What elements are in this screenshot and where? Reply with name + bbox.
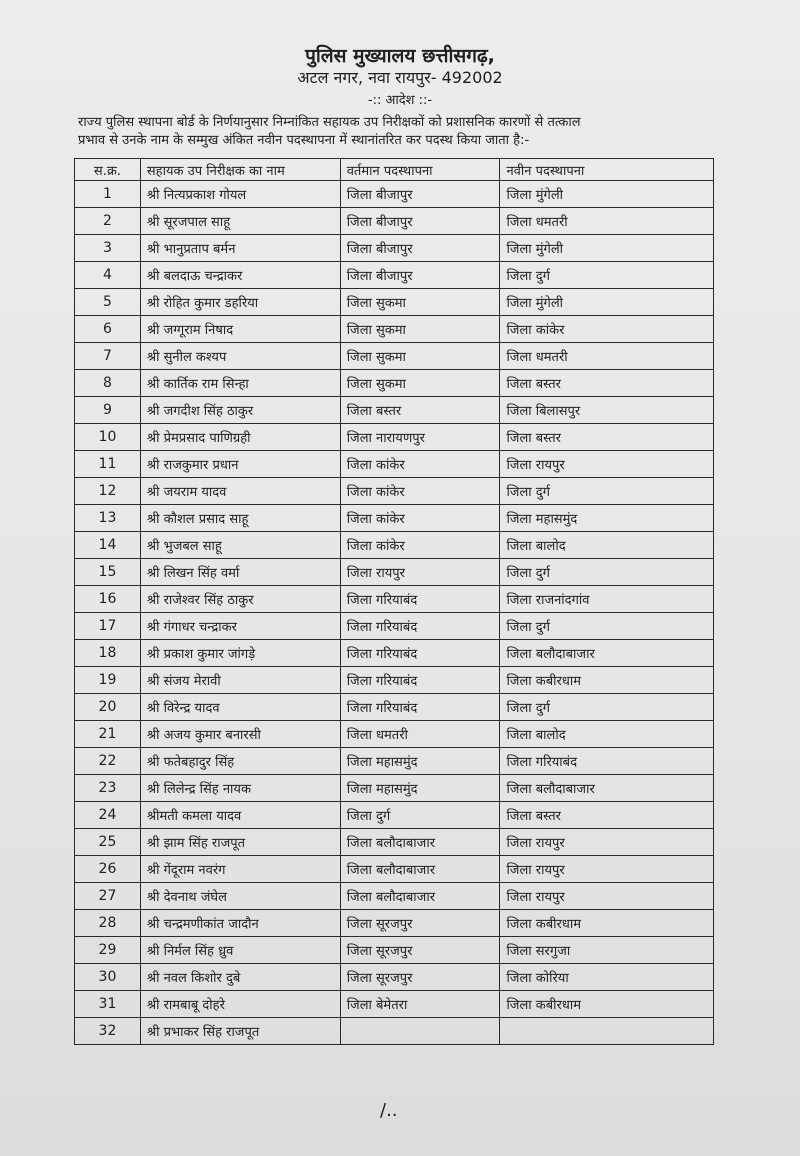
serial-cell: 20 — [75, 694, 141, 721]
officer-name-cell: श्री नवल किशोर दुबे — [140, 964, 340, 991]
serial-cell: 9 — [75, 397, 141, 424]
header-new-posting: नवीन पदस्थापना — [500, 159, 714, 181]
current-posting-cell: जिला सुकमा — [340, 343, 500, 370]
table-row — [75, 586, 714, 613]
serial-cell: 32 — [75, 1018, 141, 1045]
serial-cell: 13 — [75, 505, 141, 532]
officer-name-cell: श्री प्रभाकर सिंह राजपूत — [140, 1018, 340, 1045]
current-posting-cell: जिला सुकमा — [340, 289, 500, 316]
officer-name-cell: श्री प्रेमप्रसाद पाणिग्रही — [140, 424, 340, 451]
officer-name-cell: श्री देवनाथ जंघेल — [140, 883, 340, 910]
table-row — [75, 235, 714, 262]
table-row — [75, 775, 714, 802]
table-row — [75, 559, 714, 586]
new-posting-cell: जिला धमतरी — [500, 343, 714, 370]
serial-cell: 31 — [75, 991, 141, 1018]
table-row — [75, 856, 714, 883]
table-row — [75, 478, 714, 505]
table-row — [75, 829, 714, 856]
current-posting-cell: जिला दुर्ग — [340, 802, 500, 829]
serial-cell: 4 — [75, 262, 141, 289]
serial-cell: 7 — [75, 343, 141, 370]
order-heading: -:: आदेश ::- — [367, 93, 433, 108]
table-row — [75, 343, 714, 370]
intro-line: प्रभाव से उनके नाम के सम्मुख अंकित नवीन पदस्थापना में स्थानांतरित कर पदस्थ किया जाता है:- — [78, 133, 530, 148]
table-header-row — [75, 159, 714, 181]
current-posting-cell: जिला धमतरी — [340, 721, 500, 748]
order-intro — [78, 114, 778, 150]
table-row — [75, 991, 714, 1018]
table-row — [75, 640, 714, 667]
serial-cell: 5 — [75, 289, 141, 316]
new-posting-cell: जिला दुर्ग — [500, 478, 714, 505]
current-posting-cell: जिला नारायणपुर — [340, 424, 500, 451]
officer-name-cell: श्री जयराम यादव — [140, 478, 340, 505]
officer-name-cell: श्री बलदाऊ चन्द्राकर — [140, 262, 340, 289]
current-posting-cell: जिला सुकमा — [340, 370, 500, 397]
new-posting-cell: जिला मुंगेली — [500, 235, 714, 262]
new-posting-cell: जिला बिलासपुर — [500, 397, 714, 424]
serial-cell: 11 — [75, 451, 141, 478]
transfer-table — [74, 158, 714, 1045]
officer-name-cell: श्री निर्मल सिंह ध्रुव — [140, 937, 340, 964]
current-posting-cell: जिला सूरजपुर — [340, 910, 500, 937]
new-posting-cell: जिला धमतरी — [500, 208, 714, 235]
serial-cell: 24 — [75, 802, 141, 829]
serial-cell: 26 — [75, 856, 141, 883]
current-posting-cell: जिला कांकेर — [340, 505, 500, 532]
office-title: पुलिस मुख्यालय छत्तीसगढ़, — [305, 45, 495, 67]
new-posting-cell: जिला रायपुर — [500, 856, 714, 883]
serial-cell: 12 — [75, 478, 141, 505]
officer-name-cell: श्री भुजबल साहू — [140, 532, 340, 559]
new-posting-cell: जिला दुर्ग — [500, 694, 714, 721]
current-posting-cell: जिला बीजापुर — [340, 235, 500, 262]
serial-cell: 15 — [75, 559, 141, 586]
officer-name-cell: श्री गेंदूराम नवरंग — [140, 856, 340, 883]
officer-name-cell: श्री सूरजपाल साहू — [140, 208, 340, 235]
new-posting-cell: जिला बस्तर — [500, 370, 714, 397]
header-name: सहायक उप निरीक्षक का नाम — [140, 159, 340, 181]
officer-name-cell: श्री लिलेन्द्र सिंह नायक — [140, 775, 340, 802]
new-posting-cell: जिला कबीरधाम — [500, 910, 714, 937]
new-posting-cell: जिला बस्तर — [500, 802, 714, 829]
officer-name-cell: श्री भानुप्रताप बर्मन — [140, 235, 340, 262]
table-row — [75, 910, 714, 937]
officer-name-cell: श्री राजकुमार प्रधान — [140, 451, 340, 478]
current-posting-cell: जिला बलौदाबाजार — [340, 883, 500, 910]
table-row — [75, 613, 714, 640]
serial-cell: 25 — [75, 829, 141, 856]
serial-cell: 16 — [75, 586, 141, 613]
table-row — [75, 748, 714, 775]
new-posting-cell: जिला बालोद — [500, 532, 714, 559]
table-row — [75, 424, 714, 451]
new-posting-cell: जिला दुर्ग — [500, 262, 714, 289]
officer-name-cell: श्रीमती कमला यादव — [140, 802, 340, 829]
current-posting-cell: जिला बीजापुर — [340, 262, 500, 289]
officer-name-cell: श्री सुनील कश्यप — [140, 343, 340, 370]
current-posting-cell: जिला महासमुंद — [340, 748, 500, 775]
new-posting-cell: जिला रायपुर — [500, 829, 714, 856]
new-posting-cell: जिला महासमुंद — [500, 505, 714, 532]
current-posting-cell: जिला बलौदाबाजार — [340, 829, 500, 856]
new-posting-cell: जिला बालोद — [500, 721, 714, 748]
current-posting-cell: जिला गरियाबंद — [340, 694, 500, 721]
new-posting-cell: जिला गरियाबंद — [500, 748, 714, 775]
table-row — [75, 937, 714, 964]
header-current-posting: वर्तमान पदस्थापना — [340, 159, 500, 181]
serial-cell: 2 — [75, 208, 141, 235]
table-row — [75, 883, 714, 910]
current-posting-cell: जिला गरियाबंद — [340, 613, 500, 640]
new-posting-cell: जिला दुर्ग — [500, 559, 714, 586]
table-row — [75, 721, 714, 748]
table-row — [75, 181, 714, 208]
current-posting-cell: जिला सूरजपुर — [340, 937, 500, 964]
new-posting-cell: जिला रायपुर — [500, 451, 714, 478]
office-address: अटल नगर, नवा रायपुर- 492002 — [297, 68, 503, 87]
officer-name-cell: श्री विरेन्द्र यादव — [140, 694, 340, 721]
officer-name-cell: श्री जगदीश सिंह ठाकुर — [140, 397, 340, 424]
new-posting-cell: जिला कोरिया — [500, 964, 714, 991]
new-posting-cell: जिला बलौदाबाजार — [500, 775, 714, 802]
current-posting-cell: जिला बीजापुर — [340, 181, 500, 208]
serial-cell: 6 — [75, 316, 141, 343]
officer-name-cell: श्री संजय मेरावी — [140, 667, 340, 694]
serial-cell: 8 — [75, 370, 141, 397]
serial-cell: 1 — [75, 181, 141, 208]
serial-cell: 17 — [75, 613, 141, 640]
current-posting-cell: जिला गरियाबंद — [340, 667, 500, 694]
table-row — [75, 667, 714, 694]
officer-name-cell: श्री नित्यप्रकाश गोयल — [140, 181, 340, 208]
officer-name-cell: श्री रामबाबू दोहरे — [140, 991, 340, 1018]
table-row — [75, 208, 714, 235]
table-row — [75, 694, 714, 721]
new-posting-cell — [500, 1018, 714, 1045]
table-row — [75, 397, 714, 424]
current-posting-cell: जिला कांकेर — [340, 532, 500, 559]
table-row — [75, 289, 714, 316]
table-row — [75, 262, 714, 289]
serial-cell: 29 — [75, 937, 141, 964]
serial-cell: 22 — [75, 748, 141, 775]
table-row — [75, 316, 714, 343]
current-posting-cell: जिला गरियाबंद — [340, 640, 500, 667]
current-posting-cell: जिला सूरजपुर — [340, 964, 500, 991]
officer-name-cell: श्री फतेबहादुर सिंह — [140, 748, 340, 775]
table-row — [75, 532, 714, 559]
current-posting-cell — [340, 1018, 500, 1045]
officer-name-cell: श्री कार्तिक राम सिन्हा — [140, 370, 340, 397]
new-posting-cell: जिला कबीरधाम — [500, 667, 714, 694]
current-posting-cell: जिला कांकेर — [340, 451, 500, 478]
new-posting-cell: जिला बलौदाबाजार — [500, 640, 714, 667]
serial-cell: 27 — [75, 883, 141, 910]
new-posting-cell: जिला दुर्ग — [500, 613, 714, 640]
officer-name-cell: श्री चन्द्रमणीकांत जादौन — [140, 910, 340, 937]
serial-cell: 3 — [75, 235, 141, 262]
page-continuation-mark: /.. — [380, 1100, 398, 1121]
table-row — [75, 802, 714, 829]
officer-name-cell: श्री रोहित कुमार डहरिया — [140, 289, 340, 316]
current-posting-cell: जिला बलौदाबाजार — [340, 856, 500, 883]
current-posting-cell: जिला बस्तर — [340, 397, 500, 424]
current-posting-cell: जिला गरियाबंद — [340, 586, 500, 613]
current-posting-cell: जिला महासमुंद — [340, 775, 500, 802]
table-row — [75, 370, 714, 397]
new-posting-cell: जिला सरगुजा — [500, 937, 714, 964]
new-posting-cell: जिला मुंगेली — [500, 289, 714, 316]
officer-name-cell: श्री राजेश्वर सिंह ठाकुर — [140, 586, 340, 613]
new-posting-cell: जिला रायपुर — [500, 883, 714, 910]
new-posting-cell: जिला कांकेर — [500, 316, 714, 343]
officer-name-cell: श्री गंगाधर चन्द्राकर — [140, 613, 340, 640]
new-posting-cell: जिला मुंगेली — [500, 181, 714, 208]
officer-name-cell: श्री अजय कुमार बनारसी — [140, 721, 340, 748]
new-posting-cell: जिला कबीरधाम — [500, 991, 714, 1018]
intro-line: राज्य पुलिस स्थापना बोर्ड के निर्णयानुसार निम्नांकित सहायक उप निरीक्षकों को प्रशासनिक कारणों से तत्काल — [78, 115, 581, 130]
serial-cell: 30 — [75, 964, 141, 991]
current-posting-cell: जिला बेमेतरा — [340, 991, 500, 1018]
serial-cell: 18 — [75, 640, 141, 667]
table-row — [75, 1018, 714, 1045]
current-posting-cell: जिला सुकमा — [340, 316, 500, 343]
table-row — [75, 451, 714, 478]
table-row — [75, 964, 714, 991]
officer-name-cell: श्री लिखन सिंह वर्मा — [140, 559, 340, 586]
serial-cell: 28 — [75, 910, 141, 937]
header-serial: स.क्र. — [75, 159, 141, 181]
current-posting-cell: जिला रायपुर — [340, 559, 500, 586]
current-posting-cell: जिला बीजापुर — [340, 208, 500, 235]
new-posting-cell: जिला राजनांदगांव — [500, 586, 714, 613]
serial-cell: 23 — [75, 775, 141, 802]
new-posting-cell: जिला बस्तर — [500, 424, 714, 451]
officer-name-cell: श्री झाम सिंह राजपूत — [140, 829, 340, 856]
officer-name-cell: श्री प्रकाश कुमार जांगड़े — [140, 640, 340, 667]
current-posting-cell: जिला कांकेर — [340, 478, 500, 505]
officer-name-cell: श्री जग्गूराम निषाद — [140, 316, 340, 343]
serial-cell: 14 — [75, 532, 141, 559]
table-row — [75, 505, 714, 532]
serial-cell: 21 — [75, 721, 141, 748]
serial-cell: 19 — [75, 667, 141, 694]
serial-cell: 10 — [75, 424, 141, 451]
officer-name-cell: श्री कौशल प्रसाद साहू — [140, 505, 340, 532]
